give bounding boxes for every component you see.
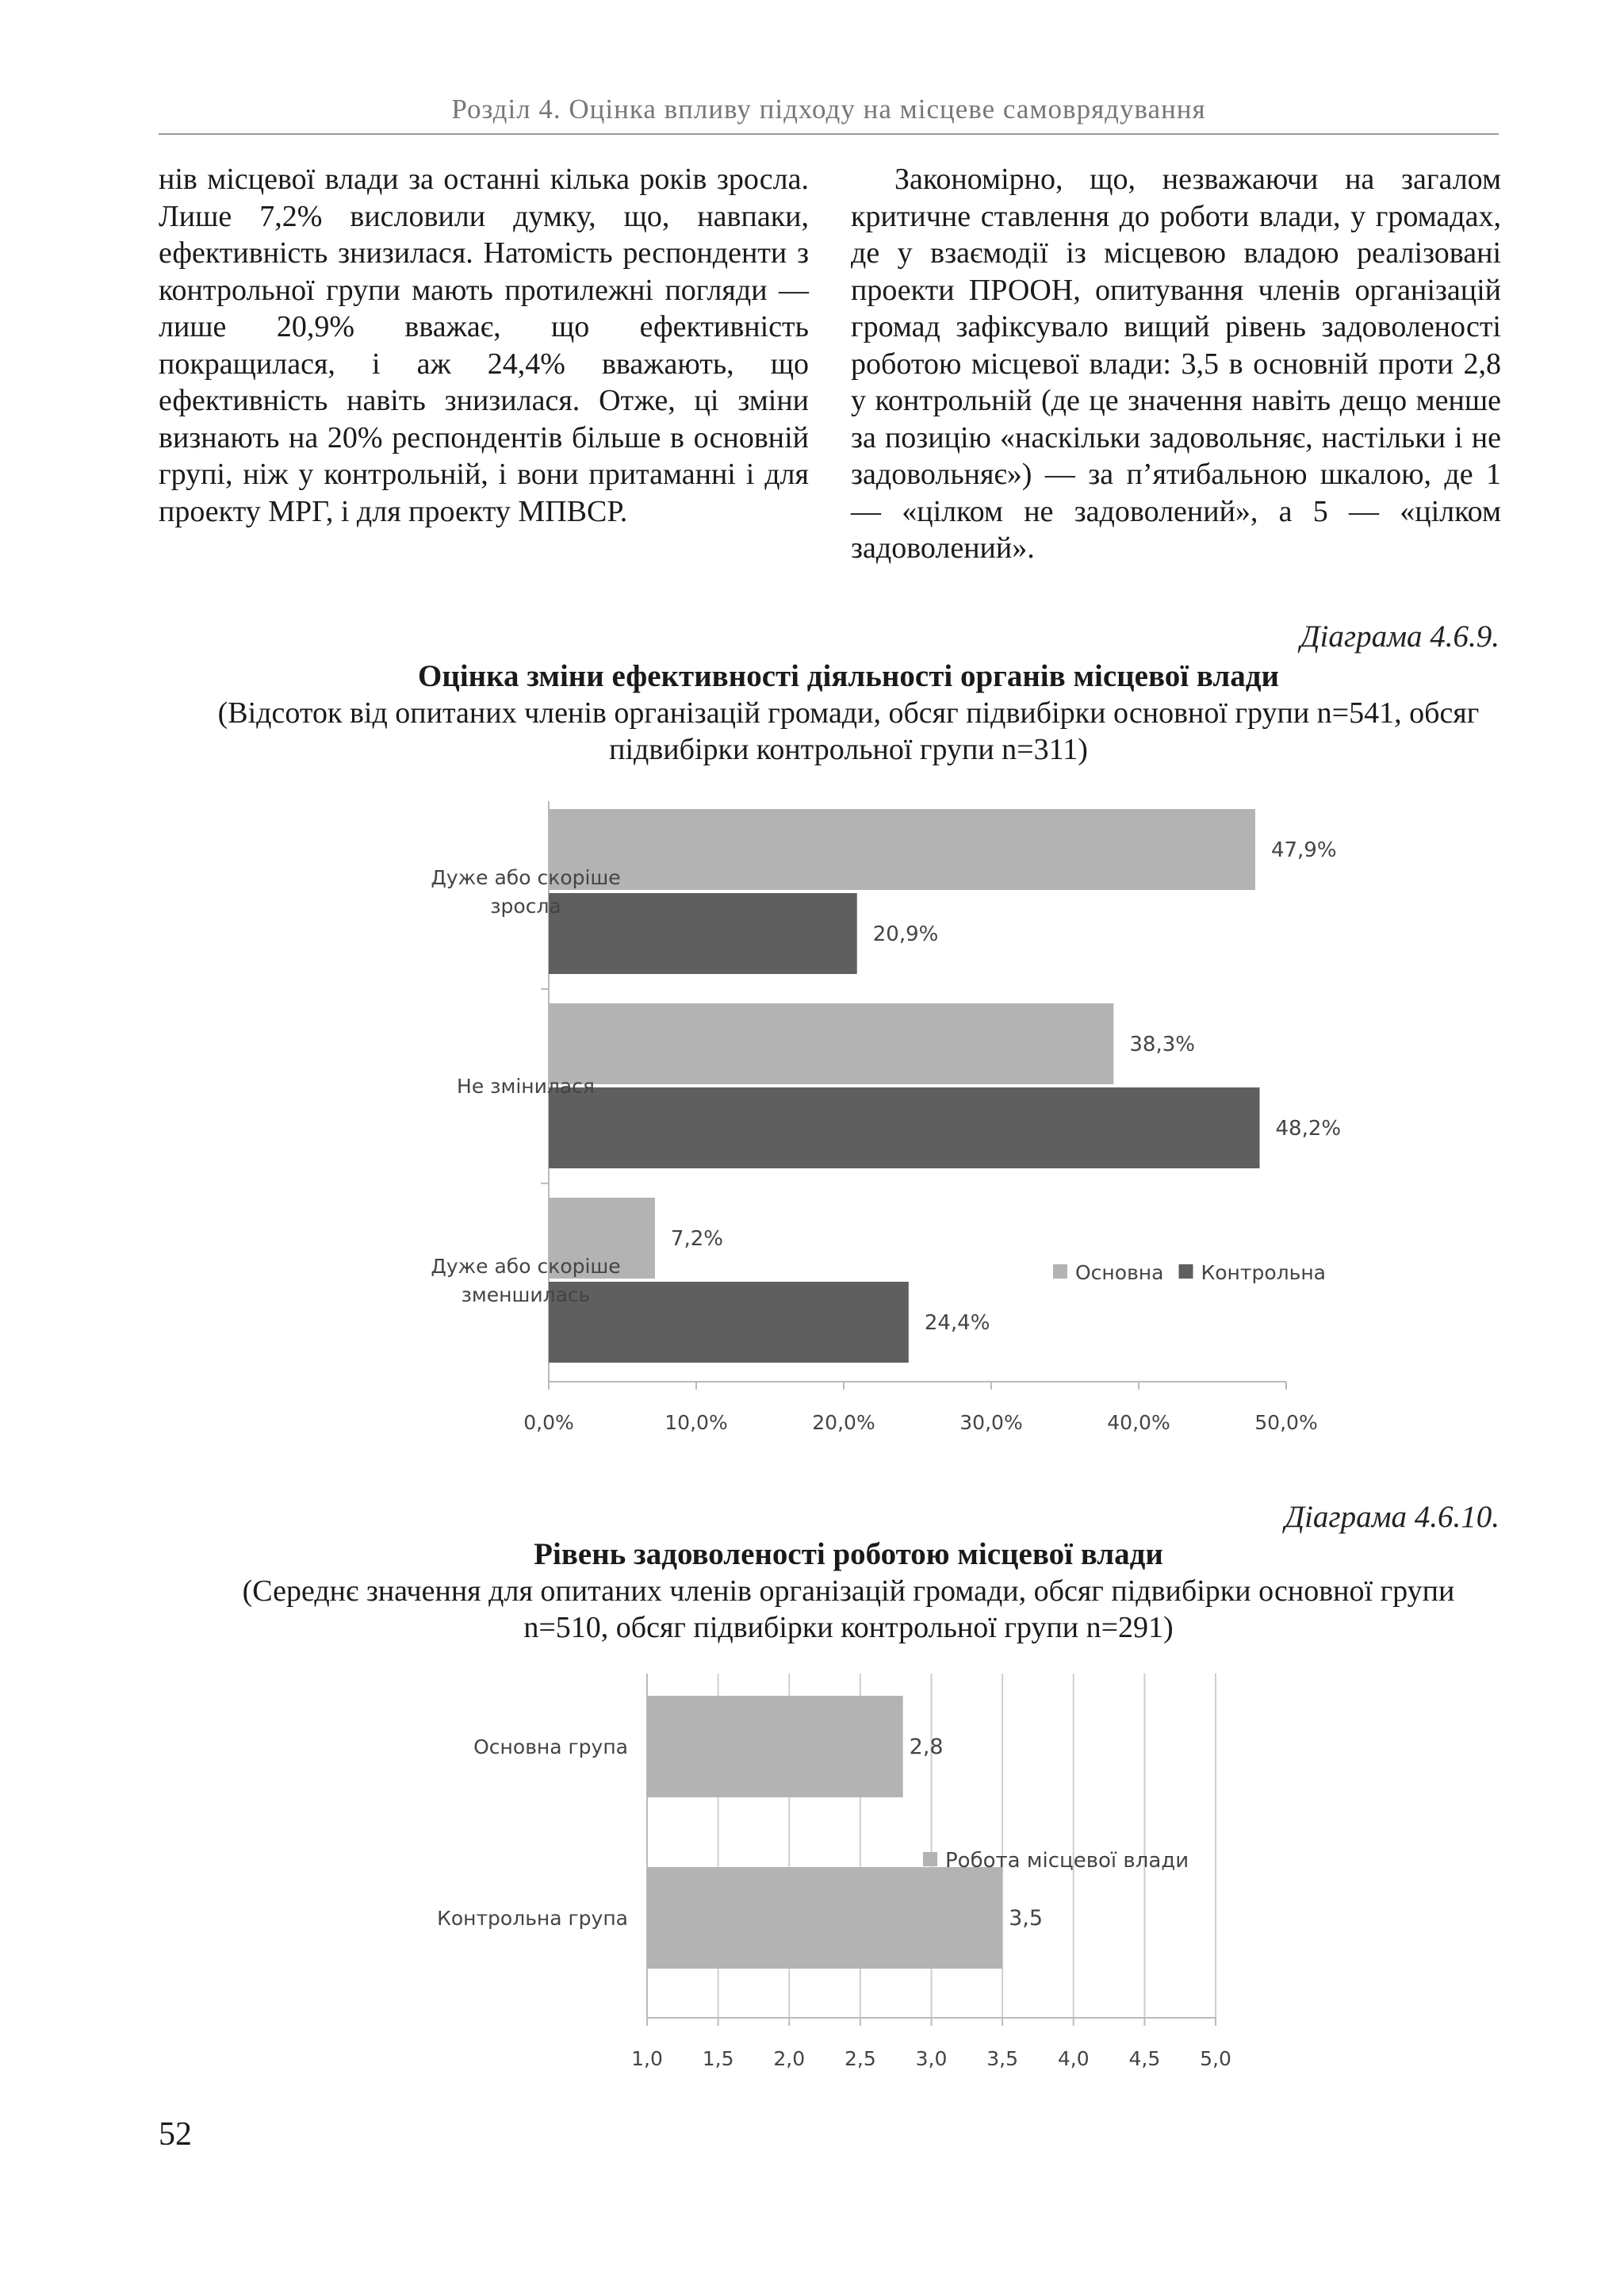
x-tick-label: 3,5 bbox=[986, 2047, 1019, 2070]
figure2-subtitle: (Середнє значення для опитаних членів організацій громади, обсяг підвибірки основної групи n=510, обсяг підвибірки контрольної групи n=291) bbox=[242, 1574, 1455, 1644]
data-label: 20,9% bbox=[872, 922, 939, 946]
header-rule bbox=[159, 133, 1499, 135]
right-column bbox=[851, 161, 1501, 567]
x-tick-label: 20,0% bbox=[812, 1411, 875, 1434]
running-head: Розділ 4. Оцінка впливу підходу на місцеве самоврядування bbox=[451, 94, 1206, 125]
figure1-title: Оцінка зміни ефективності діяльності органів місцевої влади bbox=[418, 659, 1279, 693]
figure1-chart bbox=[301, 793, 1396, 1459]
x-tick-label: 2,0 bbox=[773, 2047, 806, 2070]
x-tick-label: 3,0 bbox=[915, 2047, 948, 2070]
x-tick-label: 5,0 bbox=[1200, 2047, 1231, 2070]
category-label: Не змінилася bbox=[457, 1075, 595, 1098]
x-tick-label: 1,5 bbox=[702, 2047, 734, 2070]
category-label: Контрольна група bbox=[437, 1907, 628, 1930]
data-label: 48,2% bbox=[1275, 1117, 1342, 1141]
left-column bbox=[159, 161, 809, 530]
data-label: 2,8 bbox=[909, 1735, 944, 1759]
bar bbox=[647, 1696, 903, 1797]
category-label: Дуже або скоріше bbox=[431, 866, 621, 889]
data-label: 24,4% bbox=[924, 1311, 990, 1335]
bar bbox=[549, 1003, 1113, 1084]
x-tick-label: 50,0% bbox=[1254, 1411, 1318, 1434]
category-label: зросла bbox=[490, 895, 561, 918]
legend-label: Контрольна bbox=[1201, 1261, 1326, 1284]
data-label: 7,2% bbox=[670, 1227, 723, 1251]
data-label: 38,3% bbox=[1129, 1033, 1195, 1056]
bar bbox=[647, 1867, 1002, 1969]
figure2-label: Діаграма 4.6.10. bbox=[1285, 1500, 1500, 1534]
category-label: Дуже або скоріше bbox=[431, 1255, 621, 1278]
data-label: 47,9% bbox=[1270, 838, 1337, 862]
figure2-chart bbox=[412, 1666, 1285, 2110]
legend-swatch bbox=[1179, 1264, 1193, 1279]
figure2-title: Рівень задоволеності роботою місцевої влади bbox=[534, 1537, 1163, 1571]
x-tick-label: 0,0% bbox=[523, 1411, 574, 1434]
category-label: зменшилась bbox=[461, 1283, 591, 1306]
category-label: Основна група bbox=[473, 1735, 628, 1758]
x-tick-label: 4,0 bbox=[1057, 2047, 1090, 2070]
left-paragraph: нів місцевої влади за останні кілька років зросла. Лише 7,2% висловили думку, що, навпаки, ефективність знизилася. Натомість респонденти з контрольної групи мають протилежні погляди — лише 20,9% вважає, що ефективність покращилася, і аж 24,4% вважають, що ефективність навіть знизилася. Отже, ці зміни визнають на 20% респондентів більше в основній групі, ніж у контрольній, і вони притаманні і для проекту МРГ, і для проекту МПВСР. bbox=[159, 163, 809, 528]
legend-label: Основна bbox=[1075, 1261, 1164, 1284]
x-tick-label: 2,5 bbox=[844, 2047, 876, 2070]
bar bbox=[549, 893, 857, 974]
x-tick-label: 4,5 bbox=[1128, 2047, 1161, 2070]
x-tick-label: 40,0% bbox=[1107, 1411, 1170, 1434]
x-tick-label: 30,0% bbox=[959, 1411, 1023, 1434]
legend-swatch bbox=[1053, 1264, 1067, 1279]
page-number: 52 bbox=[159, 2116, 192, 2153]
bar bbox=[549, 1282, 909, 1363]
bar bbox=[549, 809, 1255, 890]
legend-swatch bbox=[923, 1852, 937, 1866]
figure1-subtitle: (Відсоток від опитаних членів організацій громади, обсяг підвибірки основної групи n=541, обсяг підвибірки контрольної групи n=311) bbox=[217, 696, 1480, 766]
data-label: 3,5 bbox=[1009, 1906, 1044, 1931]
bar bbox=[549, 1087, 1260, 1168]
right-paragraph: Закономірно, що, незважаючи на загалом критичне ставлення до роботи влади, у громадах, де у взаємодії із місцевою владою реалізовані проекти ПРООН, опитування членів організацій громад зафіксувало вищий рівень задоволеності роботою місцевої влади: 3,5 в основній проти 2,8 у контрольній (де це значення навіть дещо менше за позицію «наскільки задовольняє, настільки і не задовольняє») — за п’ятибальною шкалою, де 1 — «цілком не задоволений», а 5 — «цілком задоволений». bbox=[851, 163, 1501, 565]
legend-label: Робота місцевої влади bbox=[945, 1849, 1189, 1873]
x-tick-label: 10,0% bbox=[665, 1411, 728, 1434]
figure1-label: Діаграма 4.6.9. bbox=[1300, 619, 1500, 654]
x-tick-label: 1,0 bbox=[631, 2047, 663, 2070]
